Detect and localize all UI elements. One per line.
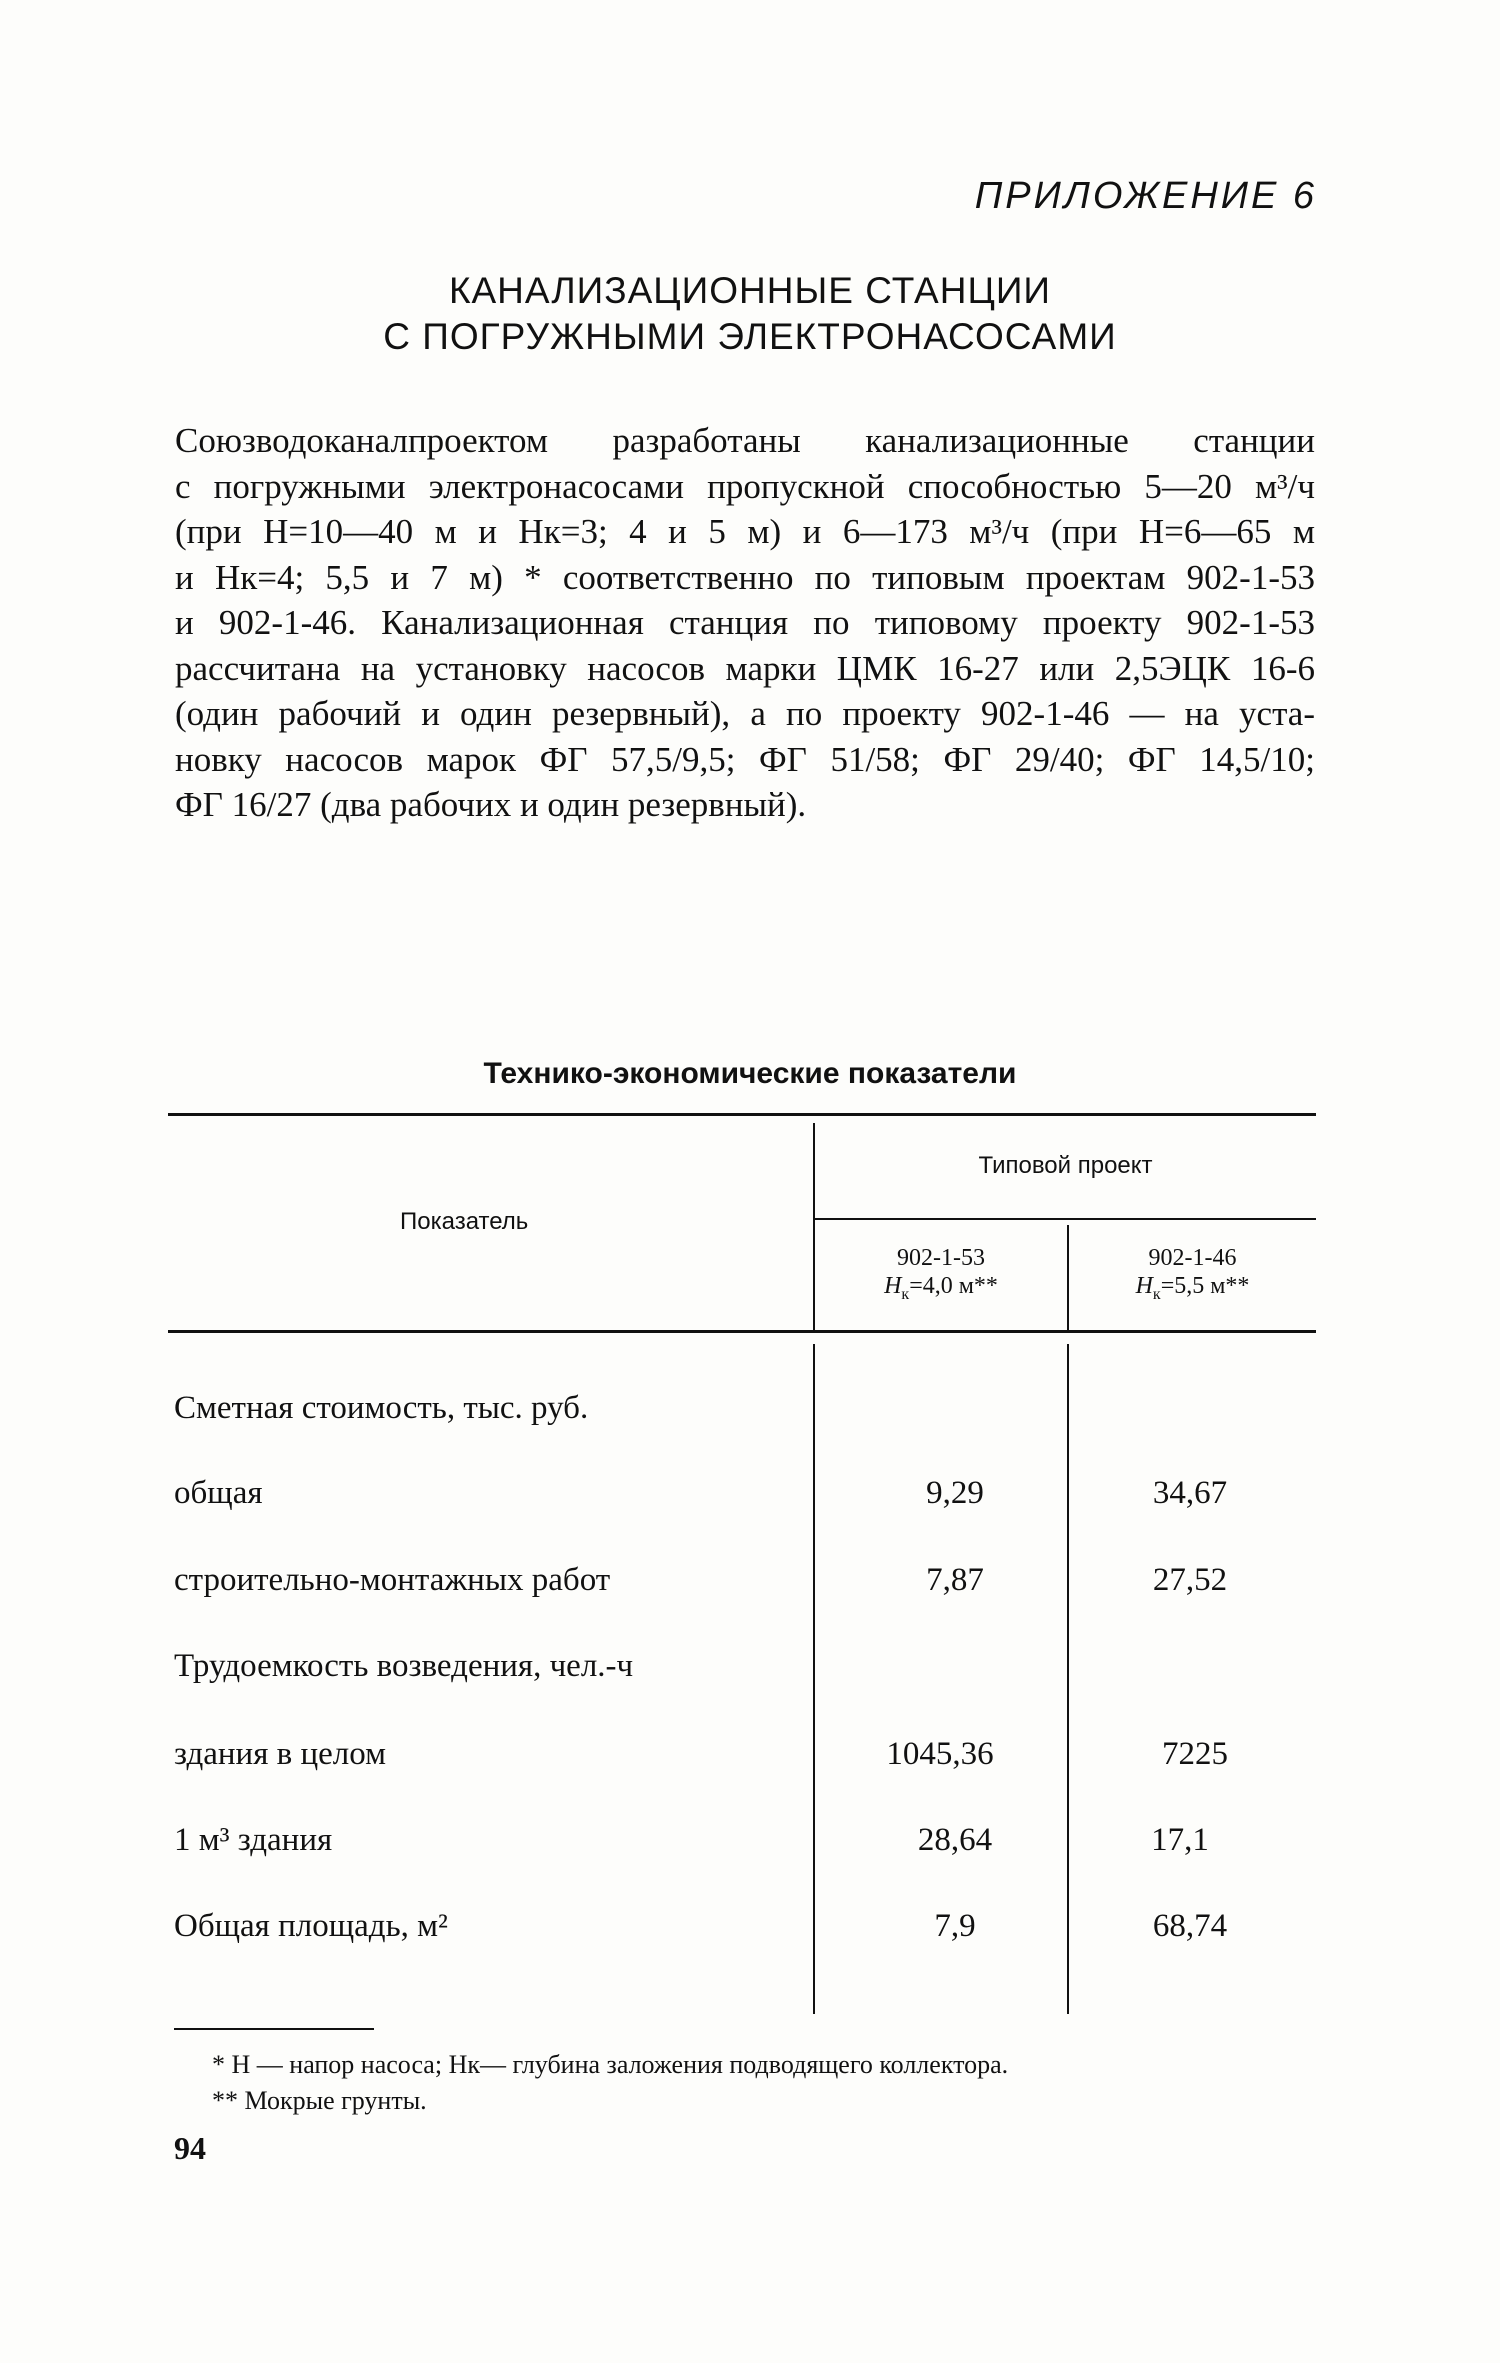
title-line-1: КАНАЛИЗАЦИОННЫЕ СТАНЦИИ: [448, 270, 1052, 311]
table-top-rule: [168, 1113, 1316, 1116]
table-row-label: строительно-монтажных работ: [174, 1562, 611, 1598]
paragraph-line: рассчитана на установку насосов марки ЦМК 16-27 или 2,5ЭЦК 16-6: [175, 648, 1315, 688]
table-row-label: Общая площадь, м²: [174, 1908, 448, 1944]
paragraph-line: (один рабочий и один резервный), а по проекту 902-1-46 — на уста-: [175, 694, 1315, 733]
paragraph-line: (при H=10—40 м и Hк=3; 4 и 5 м) и 6—173 м³/ч (при H=6—65 м: [175, 512, 1315, 551]
table-cell-value: 7,87: [926, 1562, 984, 1598]
table-row-label: Сметная стоимость, тыс. руб.: [174, 1390, 589, 1426]
footnote-rule: [174, 2028, 374, 2030]
table-header-rule: [168, 1330, 1316, 1333]
paragraph-line: Союзводоканалпроектом разработаны канализационные станции: [175, 421, 1315, 460]
page-number: 94: [174, 2130, 206, 2166]
project-code: 902-1-53: [897, 1245, 985, 1271]
paragraph-line: и Hк=4; 5,5 и 7 м) * соответственно по типовым проектам 902-1-53: [175, 557, 1315, 597]
project-depth: [1069, 1272, 1316, 1309]
table-cell-value: 1045,36: [886, 1736, 994, 1772]
depth-value: =5,5 м**: [1160, 1273, 1250, 1299]
table-cell-value: 34,67: [1152, 1475, 1228, 1511]
depth-subscript: к: [1152, 1285, 1161, 1303]
project-header: [815, 1244, 1067, 1309]
title-line-2: С ПОГРУЖНЫМИ ЭЛЕКТРОНАСОСАМИ: [383, 316, 1117, 357]
table-cell-value: 9,29: [926, 1475, 984, 1511]
column-header-indicator: Показатель: [400, 1208, 529, 1235]
table-cell-value: 17,1: [1151, 1822, 1209, 1858]
paragraph-line: новку насосов марок ФГ 57,5/9,5; ФГ 51/58; ФГ 29/40; ФГ 14,5/10;: [175, 739, 1315, 779]
footnote: ** Мокрые грунты.: [212, 2086, 427, 2115]
table-cell-value: 68,74: [1152, 1908, 1228, 1944]
table-group-rule: [815, 1218, 1316, 1220]
paragraph-line: ФГ 16/27 (два рабочих и один резервный).: [175, 785, 807, 824]
footnote: * H — напор насоса; Hк— глубина заложения подводящего коллектора.: [212, 2050, 1009, 2079]
table-cell-value: 28,64: [917, 1822, 993, 1858]
table-cell-value: 27,52: [1152, 1562, 1228, 1598]
table-title: Технико-экономические показатели: [483, 1057, 1017, 1090]
depth-symbol: H: [1135, 1273, 1153, 1299]
table-body-divider: [813, 1344, 815, 2014]
table-cell-value: 7,9: [934, 1908, 976, 1944]
project-depth: [815, 1272, 1067, 1309]
column-header-group: Типовой проект: [978, 1152, 1153, 1179]
paragraph-line: с погружными электронасосами пропускной способностью 5—20 м³/ч: [175, 466, 1315, 506]
project-code: 902-1-46: [1148, 1245, 1237, 1271]
appendix-label: ПРИЛОЖЕНИЕ 6: [974, 175, 1317, 217]
table-row-label: общая: [174, 1475, 263, 1511]
depth-value: =4,0 м**: [909, 1273, 998, 1299]
body-paragraph: [175, 418, 1315, 828]
project-header: [1069, 1244, 1316, 1309]
paragraph-line: и 902-1-46. Канализационная станция по типовому проекту 902-1-53: [175, 603, 1315, 642]
table-row-label: Трудоемкость возведения, чел.-ч: [174, 1648, 634, 1684]
depth-symbol: H: [884, 1273, 902, 1299]
table-row-label: здания в целом: [174, 1736, 386, 1772]
page-title: [0, 268, 1500, 360]
table-cell-value: 7225: [1162, 1736, 1228, 1772]
table-row-label: 1 м³ здания: [174, 1822, 333, 1858]
depth-subscript: к: [901, 1285, 910, 1303]
